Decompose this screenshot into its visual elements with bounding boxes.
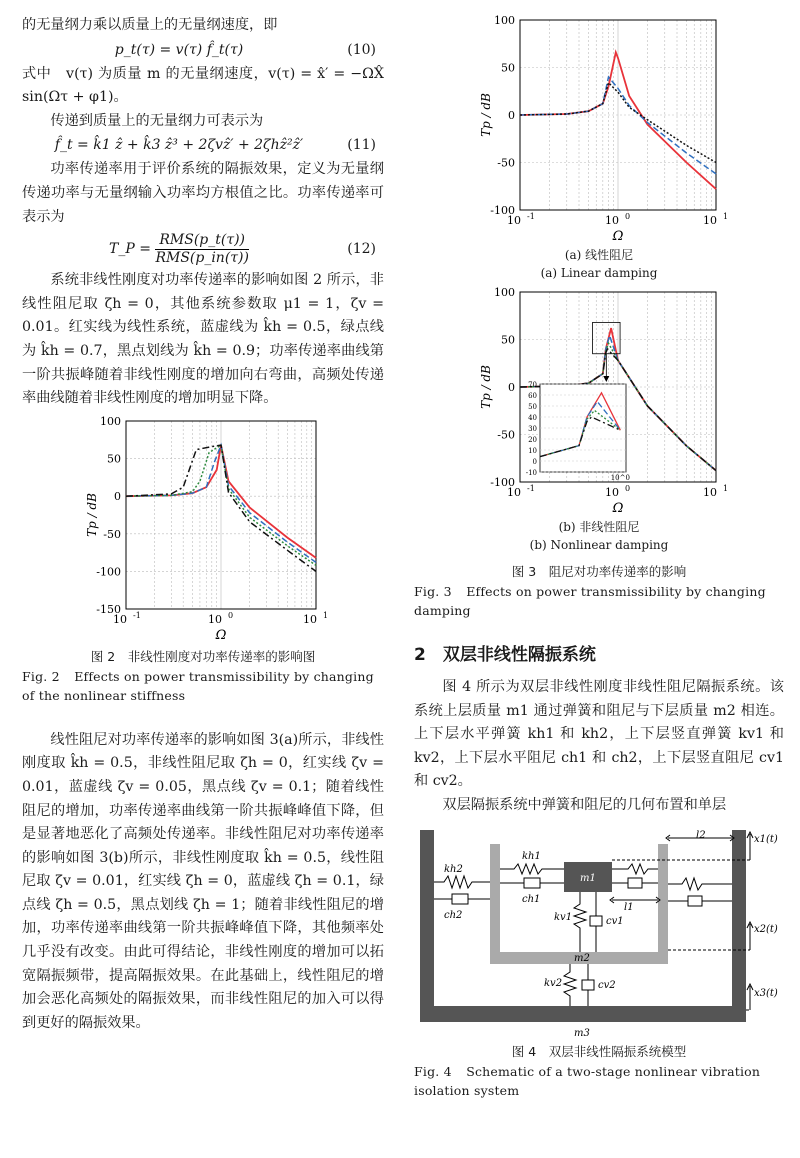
- y-tick-label: -100: [490, 204, 515, 217]
- figure-2-chart: [22, 415, 384, 647]
- y-tick-label: 50: [107, 452, 121, 466]
- caption-text: Effects on power transmissibility by changing damping: [414, 584, 766, 618]
- figure-3b-chart: [414, 286, 784, 518]
- caption-text: Effects on power transmissibility by changing of the nonlinear stiffness: [22, 668, 374, 703]
- label-kv2: kv2: [544, 977, 563, 989]
- fraction: [155, 232, 249, 267]
- figure-2-caption-zh: 图 2 非线性刚度对功率传递率的影响图: [90, 648, 316, 664]
- label-kv1: kv1: [554, 911, 573, 923]
- label-cv1: cv1: [606, 915, 624, 927]
- y-tick-label: 50: [501, 61, 515, 75]
- inset-y-tick-label: 10: [528, 447, 537, 455]
- right-column: [414, 14, 784, 1100]
- spring-kh1: [500, 864, 564, 888]
- label-l2: l2: [696, 829, 706, 841]
- y-tick-label: -50: [103, 527, 121, 541]
- figure-3-caption-zh: 图 3 阻尼对功率传递率的影响: [511, 564, 687, 579]
- label-m2: m2: [574, 952, 590, 964]
- label-kh2: kh2: [444, 863, 463, 875]
- paragraph: 系统非线性刚度对功率传递率的影响如图 2 所示，非线性阻尼取 ζh = 0，其他系统参数取 μ1 = 1，ζv = 0.01。红实线为线性系统，蓝虚线为 k̂h = 0.5，绿点线为 k̂h = 0.7，黑点划线为 k̂h = 0.9；功率传递率曲线第一阶共振峰随着非线性刚度的增加向右弯曲，高频处传递率曲线随着非线性刚度的增加明显下降。: [22, 272, 384, 407]
- caption-label: Fig. 3: [414, 584, 452, 599]
- label-x2: x2(t): [754, 923, 778, 935]
- inset-x-tick-label: 10^0: [610, 474, 630, 482]
- equation-number: (10): [347, 41, 376, 58]
- y-tick-label: -50: [497, 428, 515, 442]
- figure-3a-chart: [414, 14, 784, 246]
- equation-body: p_t(τ) = v(τ) f̂_t(τ): [114, 41, 244, 58]
- base-left-wall: [420, 830, 434, 1020]
- y-tick-label: 0: [508, 381, 515, 394]
- paragraph: 功率传递率用于评价系统的隔振效果，定义为无量纲传递功率与无量纲输入功率均方根值之比。功率传递率可表示为: [22, 161, 384, 225]
- displacement-arrows: [610, 829, 753, 1010]
- equation-body: [22, 229, 336, 269]
- x-tick-exponent: 0: [228, 610, 234, 620]
- y-axis-label: Tp / dB: [85, 492, 99, 537]
- spring-kh2: [434, 876, 490, 904]
- y-axis-label: Tp / dB: [479, 365, 493, 409]
- equation-12: [22, 229, 384, 269]
- spring-kh2-right: [668, 878, 732, 906]
- figure-3a: [414, 14, 784, 246]
- label-kh1: kh1: [522, 850, 541, 862]
- inset-y-tick-label: 40: [528, 414, 537, 422]
- y-tick-label: 100: [494, 14, 515, 27]
- y-tick-label: -100: [96, 565, 121, 579]
- inset-y-tick-label: 0: [532, 458, 537, 466]
- inset-y-tick-label: 20: [528, 436, 537, 444]
- equation-number: (11): [347, 137, 376, 154]
- label-ch1: ch1: [522, 893, 541, 905]
- figure-4-caption-zh: 图 4 双层非线性隔振系统模型: [511, 1043, 687, 1059]
- paragraph: 双层隔振系统中弹簧和阻尼的几何布置和单层: [442, 796, 727, 813]
- figure-3a-subcaption-zh: (a) 线性阻尼: [564, 248, 634, 262]
- paragraph: 的无量纲力乘以质量上的无量纲速度，即: [22, 17, 278, 33]
- y-axis-label: Tp / dB: [479, 93, 493, 137]
- figure-3b: [414, 286, 784, 518]
- x-axis-label: Ω: [612, 501, 624, 516]
- fraction-numerator: RMS(p_t(τ)): [155, 232, 249, 250]
- label-m1: m1: [580, 872, 596, 884]
- label-cv2: cv2: [598, 979, 616, 991]
- x-tick-label: 10: [703, 214, 717, 227]
- x-tick-exponent: -1: [527, 484, 535, 493]
- paragraph: 式中 v(τ) 为质量 m 的无量纲速度，v(τ) = x̂′ = −ΩX̂ sin(Ωτ + φ1)。: [22, 65, 384, 106]
- y-tick-label: 100: [494, 286, 515, 299]
- label-x3: x3(t): [754, 987, 778, 999]
- caption-label: Fig. 4: [414, 1063, 452, 1079]
- inset-y-tick-label: -10: [525, 469, 537, 477]
- x-axis-label: Ω: [215, 627, 227, 643]
- spring-kv2: [564, 964, 594, 1006]
- label-x1: x1(t): [754, 833, 778, 845]
- paragraph: 线性阻尼对功率传递率的影响如图 3(a)所示，非线性刚度取 k̂h = 0.5，非线性阻尼取 ζh = 0，红实线 ζv = 0.01，蓝虚线 ζv = 0.05，黑点线 ζv = 0.1；随着线性阻尼的增加，功率传递率曲线第一阶共振峰峰值下降，但是显著地恶化了高频处传递率。非线性阻尼对功率传递率的影响如图 3(b)所示，非线性刚度取 k̂h = 0.5，线性阻尼取 ζv = 0.01，红实线 ζh = 0，蓝虚线 ζh = 0.1，绿点线 ζh = 0.5，黑点划线 ζh = 1；随着非线性阻尼的增加，功率传递率曲线第一阶共振峰峰值下降，其他频率处几乎没有改变。由此可得结论，非线性刚度的增加可以拓宽隔振频带，提高隔振效果。在此基础上，线性阻尼的增加会恶化高频处的隔振效果，而非线性阻尼的加入可以得到更好的隔振效果。: [22, 731, 384, 1031]
- x-tick-label: 10: [208, 612, 222, 626]
- equation-lhs: T_P =: [109, 241, 151, 258]
- equation-11: [22, 133, 384, 158]
- x-tick-label: 10: [507, 214, 521, 227]
- label-ch2: ch2: [444, 909, 463, 921]
- caption-label: Fig. 2: [22, 668, 60, 684]
- x-tick-label: 10: [303, 612, 317, 626]
- inset-y-tick-label: 30: [528, 425, 537, 433]
- x-tick-label: 10: [605, 214, 619, 227]
- section-heading: 2 双层非线性隔振系统: [414, 645, 596, 665]
- x-tick-exponent: 0: [625, 212, 631, 221]
- paragraph: 传递到质量上的无量纲力可表示为: [50, 112, 264, 129]
- y-tick-label: -100: [490, 476, 515, 489]
- x-tick-exponent: 1: [323, 610, 329, 620]
- caption-text: Schematic of a two-stage nonlinear vibration isolation system: [414, 1063, 761, 1098]
- middle-left-wall: [490, 844, 500, 962]
- base-right-wall: [732, 830, 746, 1020]
- x-tick-exponent: -1: [527, 212, 535, 221]
- middle-right-wall: [658, 844, 668, 962]
- figure-3a-subcaption-en: (a) Linear damping: [540, 266, 658, 280]
- equation-10: [22, 38, 384, 63]
- label-m3: m3: [574, 1027, 590, 1039]
- inset-y-tick-label: 60: [528, 392, 537, 400]
- x-tick-label: 10: [605, 486, 619, 499]
- y-tick-label: 100: [100, 414, 121, 428]
- base-mass-m3: [420, 1006, 746, 1022]
- y-tick-label: 0: [508, 109, 515, 122]
- figure-3b-subcaption-zh: (b) 非线性阻尼: [558, 520, 640, 534]
- figure-3-caption-en: [414, 582, 784, 620]
- y-tick-label: -50: [497, 156, 515, 170]
- figure-2: [22, 415, 384, 647]
- figure-4: [414, 824, 784, 1042]
- equation-number: (12): [347, 241, 376, 258]
- paragraph: 图 4 所示为双层非线性刚度非线性阻尼隔振系统。该系统上层质量 m1 通过弹簧和阻尼与下层质量 m2 相连。上下层水平弹簧 kh1 和 kh2，上下层竖直弹簧 kv1 和 kv2，上下层水平阻尼 ch1 和 ch2，上下层竖直阻尼 cv1 和 cv2。: [414, 679, 784, 790]
- y-tick-label: 0: [114, 489, 121, 503]
- figure-4-schematic: [414, 824, 784, 1042]
- label-l1: l1: [624, 901, 634, 913]
- x-tick-exponent: -1: [133, 610, 141, 620]
- y-tick-label: -150: [96, 602, 121, 616]
- fraction-denominator: RMS(p_in(τ)): [155, 249, 249, 266]
- x-axis-label: Ω: [612, 229, 624, 244]
- x-tick-label: 10: [703, 486, 717, 499]
- inset-y-tick-label: 50: [528, 403, 537, 411]
- y-tick-label: 50: [501, 333, 515, 347]
- figure-2-caption-en: [22, 667, 384, 705]
- inset-y-tick-label: 70: [528, 381, 537, 389]
- left-column: [22, 14, 384, 1035]
- spring-kh1-right: [612, 864, 658, 888]
- figure-3b-subcaption-en: (b) Nonlinear damping: [529, 538, 669, 552]
- x-tick-label: 10: [113, 612, 127, 626]
- figure-4-caption-en: [414, 1062, 784, 1100]
- x-tick-label: 10: [507, 486, 521, 499]
- x-tick-exponent: 1: [723, 484, 729, 493]
- spring-kv1: [574, 892, 602, 952]
- x-tick-exponent: 1: [723, 212, 729, 221]
- equation-body: f̂_t = k̂1 ẑ + k̂3 ẑ³ + 2ζvẑ′ + 2ζhẑ²ẑ′: [54, 137, 304, 154]
- x-tick-exponent: 0: [625, 484, 631, 493]
